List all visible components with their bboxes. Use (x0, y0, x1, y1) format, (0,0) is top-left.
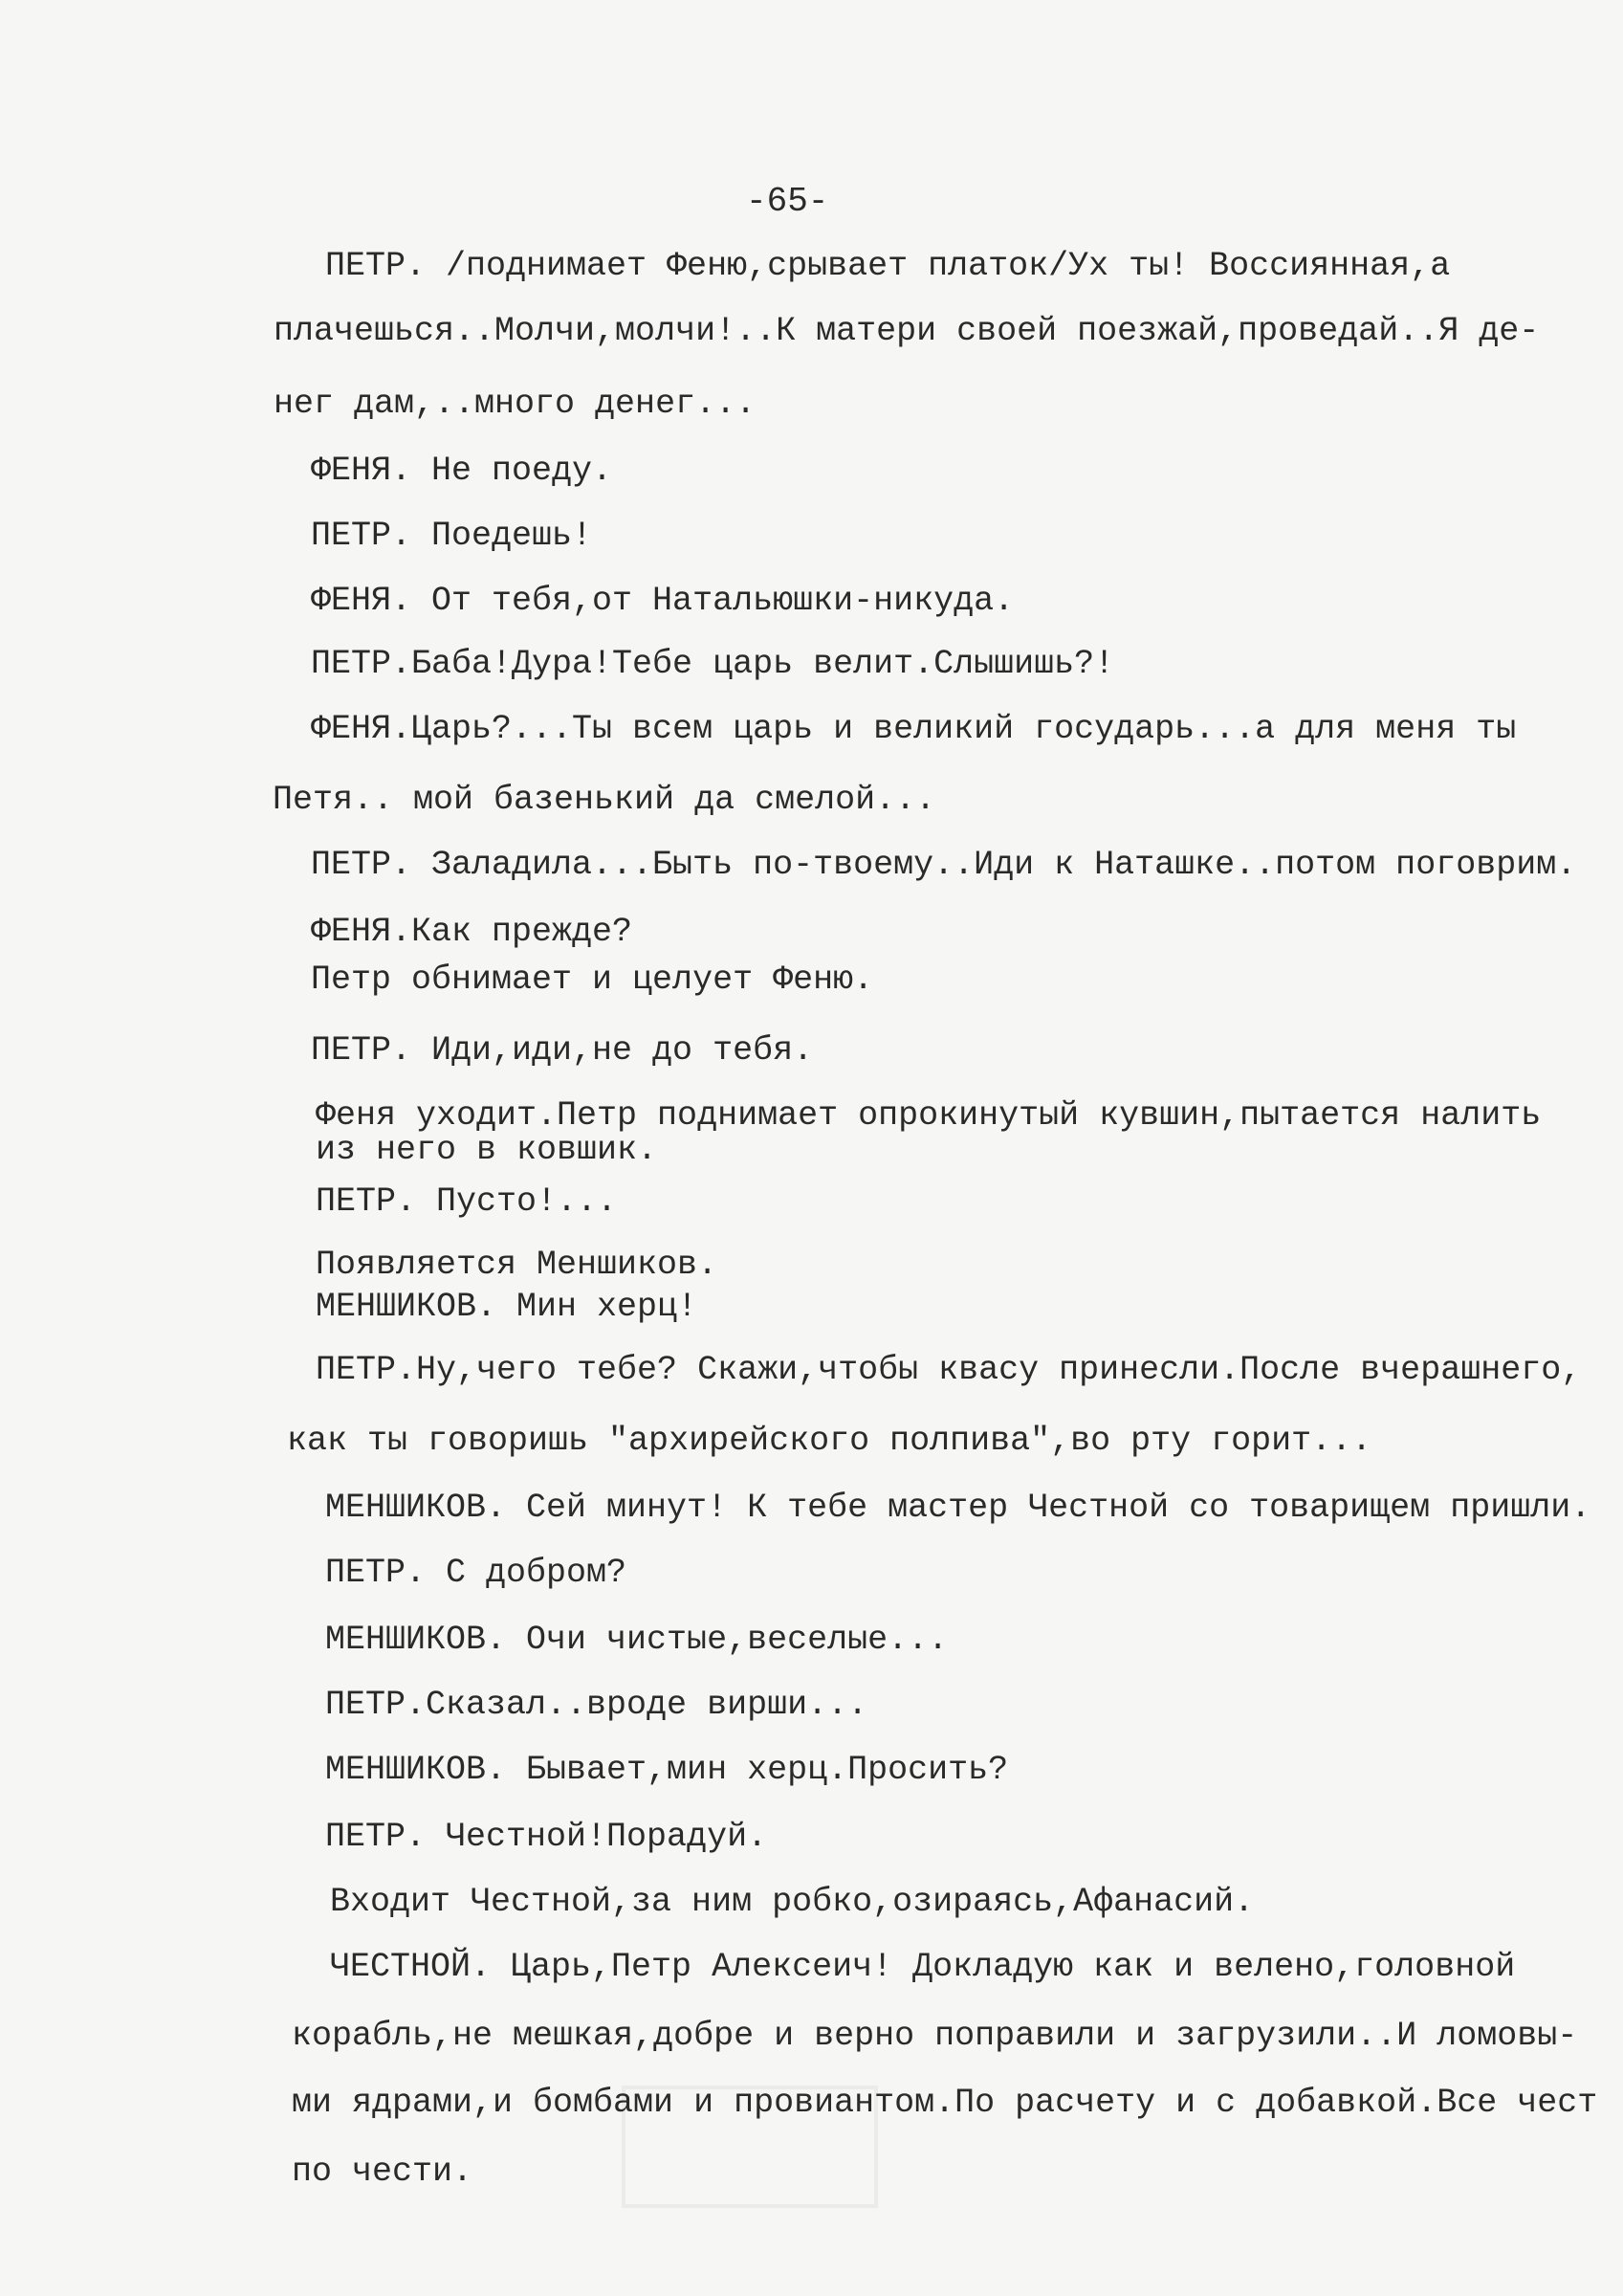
text-line-16: ПЕТР. Пусто!... (316, 1182, 618, 1221)
text-line-31: по чести. (292, 2152, 473, 2191)
text-line-28: ЧЕСТНОЙ. Царь,Петр Алексеич! Докладую как и велено,головной (330, 1948, 1516, 1986)
text-line-5: ПЕТР. Поедешь! (311, 517, 593, 555)
text-line-2: плачешься..Молчи,молчи!..К матери своей поезжай,проведай..Я де- (274, 312, 1540, 350)
text-line-21: МЕНШИКОВ. Сей минут! К тебе мастер Честной со товарищем пришли. (325, 1489, 1591, 1527)
text-line-24: ПЕТР.Сказал..вроде вирши... (325, 1686, 868, 1724)
text-line-7: ПЕТР.Баба!Дура!Тебе царь велит.Слышишь?! (311, 645, 1115, 683)
text-line-13: ПЕТР. Иди,иди,не до тебя. (311, 1031, 814, 1070)
text-line-15: из него в ковшик. (316, 1131, 658, 1169)
text-line-10: ПЕТР. Заладила...Быть по-твоему..Иди к Наташке..потом поговрим. (311, 846, 1577, 884)
text-line-26: ПЕТР. Честной!Порадуй. (325, 1818, 768, 1856)
text-line-23: МЕНШИКОВ. Очи чистые,веселые... (325, 1621, 949, 1659)
text-line-6: ФЕНЯ. От тебя,от Натальюшки-никуда. (311, 582, 1015, 620)
text-line-30: ми ядрами,и бомбами и провиантом.По расчету и с добавкой.Все чест (292, 2084, 1598, 2122)
text-line-29: корабль,не мешкая,добре и верно поправили и загрузили..И ломовы- (292, 2017, 1578, 2055)
text-line-4: ФЕНЯ. Не поеду. (311, 452, 613, 490)
text-line-27: Входит Честной,за ним робко,озираясь,Афанасий. (330, 1883, 1255, 1921)
text-line-22: ПЕТР. С добром? (325, 1554, 627, 1592)
text-line-19: ПЕТР.Ну,чего тебе? Скажи,чтобы квасу принесли.После вчерашнего, (316, 1351, 1582, 1389)
text-line-1: ПЕТР. /поднимает Феню,срывает платок/Ух ты! Воссиянная,а (325, 247, 1451, 285)
text-line-11: ФЕНЯ.Как прежде? (311, 913, 633, 951)
text-line-3: нег дам,..много денег... (274, 385, 757, 423)
text-line-18: МЕНШИКОВ. Мин херц! (316, 1288, 698, 1326)
text-line-12: Петр обнимает и целует Феню. (311, 960, 874, 999)
text-line-8: ФЕНЯ.Царь?...Ты всем царь и великий государь...а для меня ты (311, 710, 1517, 748)
text-line-9: Петя.. мой базенький да смелой... (273, 781, 936, 819)
text-line-14: Феня уходит.Петр поднимает опрокинутый кувшин,пытается налить (316, 1096, 1542, 1135)
text-line-25: МЕНШИКОВ. Бывает,мин херц.Просить? (325, 1751, 1009, 1789)
text-line-20: как ты говоришь "архирейского полпива",во рту горит... (287, 1422, 1372, 1460)
text-line-17: Появляется Меншиков. (316, 1246, 718, 1284)
page-number: -65- (746, 182, 829, 221)
